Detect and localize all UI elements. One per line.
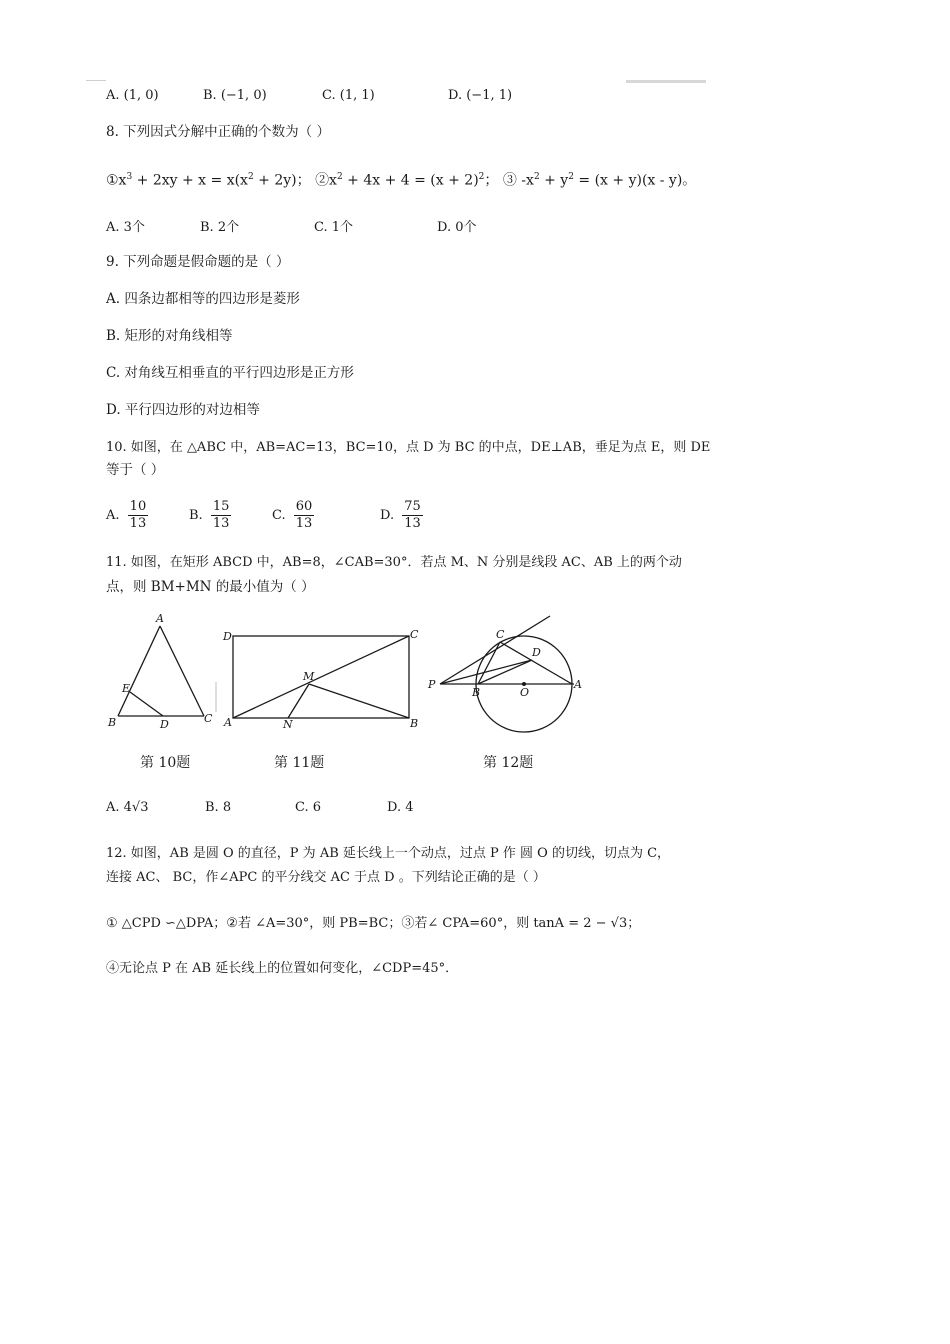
q10-option-d-fraction (402, 499, 423, 532)
fig11-label-n: N (283, 718, 293, 731)
q10-option-b-label: B. (189, 508, 203, 523)
fig11-label-d: D (223, 630, 232, 643)
fig10-label-a: A (156, 612, 164, 625)
q7-option-d: D. (−1, 1) (448, 88, 513, 103)
q8-item3-pre: ③ -x (502, 172, 534, 189)
q11-option-d: D. 4 (387, 800, 414, 815)
q12-conclusions-line2: ④无论点 P 在 AB 延长线上的位置如何变化，∠CDP=45°． (106, 961, 459, 976)
q8-item3-post: = (x + y)(x - y)。 (573, 172, 697, 189)
q8-item1-pre: ①x (106, 172, 127, 189)
q8-exp: 2 (247, 172, 254, 182)
fraction-denominator: 13 (212, 516, 230, 531)
q12-stem-line1: 12. 如图，AB 是圆 O 的直径，P 为 AB 延长线上一个动点，过点 P 作 圆 O 的切线，切点为 C， (106, 846, 671, 861)
fig10-label-b: B (108, 716, 117, 729)
q8-option-d: D. 0个 (437, 220, 477, 235)
q10-option-b-fraction (211, 499, 232, 532)
q8-item1-post: + 2y)； (253, 172, 311, 189)
q8-option-a: A. 3个 (106, 220, 145, 235)
fig10-segment-de (130, 692, 163, 716)
q10-option-a (106, 499, 148, 532)
fig12-label-o: O (520, 686, 530, 699)
q11-option-c: C. 6 (295, 800, 322, 815)
q9-stem: 9. 下列命题是假命题的是（ ） (106, 254, 290, 270)
figure-12-circle (440, 616, 574, 732)
q10-option-d (380, 499, 423, 532)
q9-option-a: A. 四条边都相等的四边形是菱形 (106, 291, 300, 307)
q10-option-a-label: A. (106, 508, 120, 523)
q12-conclusions-line1: ① △CPD ∽△DPA；②若 ∠A=30°，则 PB=BC；③若∠ CPA=60°，则 tanA = 2 − √3； (106, 916, 641, 931)
fraction-numerator: 60 (295, 499, 313, 514)
q8-exp: 2 (478, 172, 485, 182)
fig12-label-b: B (472, 686, 481, 699)
q11-option-b: B. 8 (205, 800, 232, 815)
q9-option-b: B. 矩形的对角线相等 (106, 328, 233, 344)
q8-item2-pre: ②x (315, 172, 337, 189)
fig11-label-c: C (410, 628, 419, 641)
q10-option-d-label: D. (380, 508, 395, 523)
q10-option-c (272, 499, 314, 532)
q7-option-a: A. (1, 0) (106, 88, 159, 103)
fig10-label-c: C (204, 712, 213, 725)
q9-option-c: C. 对角线互相垂直的平行四边形是正方形 (106, 365, 354, 381)
scan-mark-left (86, 80, 106, 81)
figures-row (100, 612, 600, 742)
fig11-caption: 第 11题 (274, 755, 325, 771)
q10-option-c-fraction (294, 499, 315, 532)
q10-option-a-fraction (128, 499, 149, 532)
q7-option-b: B. (−1, 0) (203, 88, 267, 103)
fig10-label-d: D (160, 718, 169, 731)
q8-exp: 2 (533, 172, 540, 182)
q8-item1-mid: + 2xy + x = x(x (132, 172, 248, 189)
fraction-denominator: 13 (129, 516, 147, 531)
q8-option-c: C. 1个 (314, 220, 354, 235)
q8-exp: 3 (126, 172, 133, 182)
scan-mark-right (626, 80, 706, 83)
fig12-label-c: C (496, 628, 505, 641)
fig11-label-a: A (224, 716, 232, 729)
q10-stem-line2: 等于（ ） (106, 462, 165, 478)
q8-item2-mid: + 4x + 4 = (x + 2) (342, 172, 479, 189)
q11-option-a: A. 4√3 (106, 800, 149, 815)
figure-10-triangle (118, 626, 204, 716)
q10-option-b (189, 499, 231, 532)
q8-expressions (106, 168, 696, 190)
q7-option-c: C. (1, 1) (322, 88, 375, 103)
fig10-side-ac (160, 626, 204, 716)
q8-item3-mid: + y (539, 172, 569, 189)
q11-stem-line1: 11. 如图，在矩形 ABCD 中，AB=8，∠CAB=30°．若点 M、N 分别是线段 AC、AB 上的两个动 (106, 555, 682, 570)
fig12-label-p: P (428, 678, 436, 691)
q11-stem-line2: 点，则 BM+MN 的最小值为（ ） (106, 579, 315, 595)
fig10-caption: 第 10题 (140, 755, 191, 771)
q8-exp: 2 (336, 172, 343, 182)
fig10-label-e: E (122, 682, 131, 695)
fig12-label-d: D (532, 646, 541, 659)
fig11-label-b: B (410, 717, 419, 730)
q8-item2-post: ； (484, 172, 499, 189)
q10-option-c-label: C. (272, 508, 286, 523)
fig12-label-a: A (574, 678, 582, 691)
q12-stem-line2: 连接 AC、 BC，作∠APC 的平分线交 AC 于点 D 。下列结论正确的是（ ） (106, 870, 546, 885)
fig11-label-m: M (303, 670, 315, 683)
figure-11-rectangle (233, 636, 409, 718)
fig11-segment-mn (288, 684, 309, 718)
fraction-numerator: 10 (129, 499, 147, 514)
q8-exp: 2 (568, 172, 574, 182)
q8-option-b: B. 2个 (200, 220, 240, 235)
fraction-numerator: 15 (212, 499, 230, 514)
q8-stem: 8. 下列因式分解中正确的个数为（ ） (106, 124, 330, 140)
q10-stem-line1: 10. 如图，在 △ABC 中，AB=AC=13，BC=10，点 D 为 BC 的中点，DE⊥AB，垂足为点 E，则 DE (106, 440, 711, 455)
fraction-numerator: 75 (404, 499, 421, 514)
fraction-denominator: 13 (295, 516, 313, 531)
fig10-side-ab (118, 626, 160, 716)
fraction-denominator: 13 (404, 516, 421, 531)
fig12-caption: 第 12题 (483, 755, 534, 771)
fig11-diagonal-ac (233, 636, 409, 718)
q9-option-d: D. 平行四边形的对边相等 (106, 402, 260, 418)
fig11-segment-bm (309, 684, 409, 718)
